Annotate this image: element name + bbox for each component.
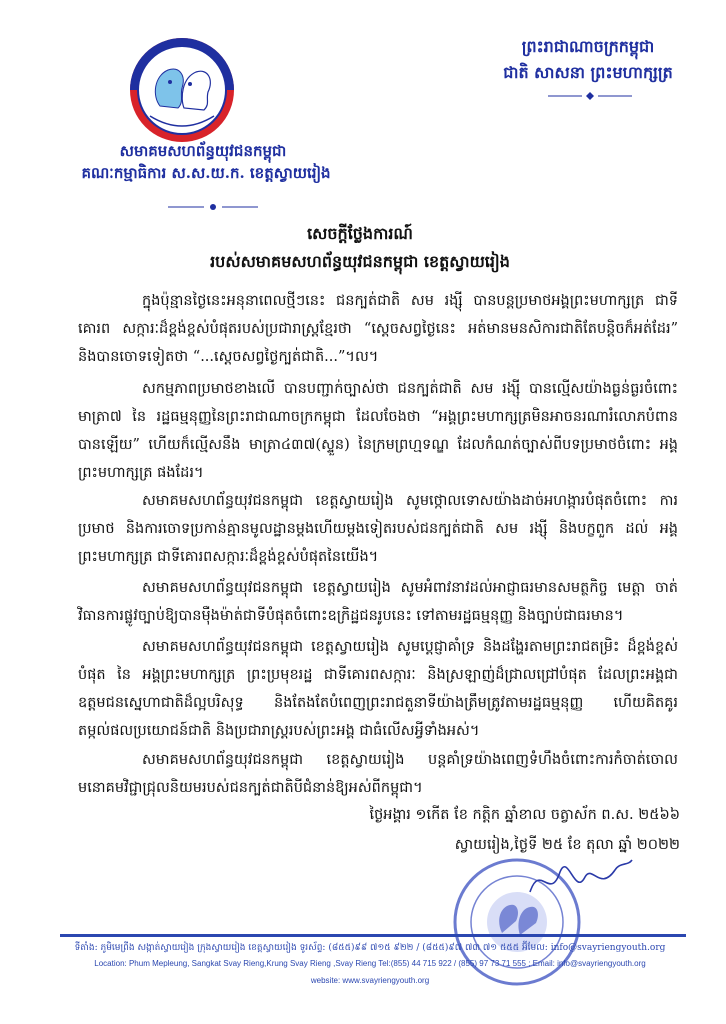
footer-address-english: Location: Phum Mepleung, Sangkat Svay Rieng,Krung Svay Rieng ,Svay Rieng Tel:(855) 44 715 922 / (855) 97 73 71 555 ; Email: info@svayriengyouth.org xyxy=(94,959,646,968)
paragraph-1: ក្នុងប៉ុន្មានថ្ងៃនេះអនុនាពេលថ្មីៗនេះ ជនក្បត់ជាតិ សម រង្ស៊ី បានបន្តប្រមាថអង្គព្រះមហាក្សត្រ ជាទីគោរព សក្ការៈដ៏ខ្ពង់ខ្ពស់បំផុតរបស់ប្រជារាស្ត្រខ្មែរថា “ស្តេចសព្វថ្ងៃនេះ អត់មានមនសិការជាតិតែបន្តិចក៏អត់ដែរ” និងបានចោទទៀតថា “...ស្តេចសព្វថ្ងៃក្បត់ជាតិ...”។ល។ xyxy=(78,293,678,365)
organization-name: សមាគមសហព័ន្ធយុវជនកម្ពុជា xyxy=(119,142,287,160)
organization-committee: គណៈកម្មាធិការ ស.ស.យ.ក. ខេត្តស្វាយរៀង xyxy=(81,164,331,182)
place-and-date: ស្វាយរៀង,ថ្ងៃទី ២៥ ខែ តុលា ឆ្នាំ ២០២២ xyxy=(454,837,680,853)
national-motto: ជាតិ សាសនា ព្រះមហាក្សត្រ xyxy=(503,63,673,82)
paragraph-5: សមាគមសហព័ន្ធយុវជនកម្ពុជា ខេត្តស្វាយរៀង សូមប្តេជ្ញាគាំទ្រ និងដង្ហែរតាមព្រះរាជតម្រិះ ដ៏ខ្ពង់ខ្ពស់បំផុត នៃ អង្គព្រះមហាក្សត្រ ព្រះប្រមុខរដ្ឋ ជាទីគោរពសក្ការៈ និងស្រឡាញ់ដ៏ជ្រាលជ្រៅបំផុត ដែលព្រះអង្គជាឧត្តមជនស្នេហាជាតិដ៏ល្អបរិសុទ្ធ និងតែងតែបំពេញព្រះរាជតួនាទីយ៉ាងត្រឹមត្រូវតាមរដ្ឋធម្មនុញ្ញ ហើយគិតគូរតម្កល់ផលប្រយោជន៍ជាតិ និងប្រជារាស្ត្ររបស់ព្រះអង្គ ជាធំលើសអ្វីទាំងអស់។ xyxy=(78,639,678,739)
footer-website: website: www.svayriengyouth.org xyxy=(310,976,430,985)
paragraph-6: សមាគមសហព័ន្ធយុវជនកម្ពុជា ខេត្តស្វាយរៀង បន្តគាំទ្រយ៉ាងពេញទំហឹងចំពោះការកំចាត់ចោល មនោគមវិជ្ជាជ្រុលនិយមរបស់ជនក្បត់ជាតិបីជំនាន់ឱ្យអស់ពីកម្ពុជា។ xyxy=(78,752,678,796)
divider-ornament xyxy=(168,203,258,211)
document-subtitle: របស់សមាគមសហព័ន្ធយុវជនកម្ពុជា ខេត្តស្វាយរៀង xyxy=(210,252,510,271)
paragraph-2: សកម្មភាពប្រមាថខាងលើ បានបញ្ជាក់ច្បាស់ថា ជនក្បត់ជាតិ សម រង្ស៊ី បានល្មើសយ៉ាងធ្ងន់ធ្ងរចំពោះ មាត្រា៧ នៃ រដ្ឋធម្មនុញ្ញនៃព្រះរាជាណាចក្រកម្ពុជា ដែលចែងថា “អង្គព្រះមហាក្សត្រមិនអាចនរណារំលោភបំពាន បានឡើយ” ហើយក៏ល្មើសនឹង មាត្រា៤៣៧(ស្ទួន) នៃក្រមព្រហ្មទណ្ឌ ដែលកំណត់ច្បាស់ពីបទប្រមាថចំពោះ អង្គព្រះមហាក្សត្រ ផងដែរ។ xyxy=(78,381,678,481)
paragraph-4: សមាគមសហព័ន្ធយុវជនកម្ពុជា ខេត្តស្វាយរៀង សូមអំពាវនាវដល់អាជ្ញាធរមានសមត្ថកិច្ច មេត្តា ចាត់វិធានការផ្លូវច្បាប់ឱ្យបានម៉ឺងម៉ាត់ជាទីបំផុតចំពោះឧក្រិដ្ឋជនរូបនេះ ទៅតាមរដ្ឋធម្មនុញ្ញ និងច្បាប់ជាធរមាន។ xyxy=(78,580,678,624)
kingdom-heading: ព្រះរាជាណាចក្រកម្ពុជា xyxy=(521,37,655,56)
footer-divider xyxy=(60,934,686,937)
signature xyxy=(520,852,640,912)
organization-logo xyxy=(120,36,244,148)
footer-address-khmer: ទីតាំង: ភូមិមេព្រីង សង្កាត់ស្វាយរៀង ក្រុងស្វាយរៀង ខេត្តស្វាយរៀង ទូរស័ព្ទ: (៨៥៥)៩៩ ៧១៥ ៩២២ / (៨៥៥)៩៧ ៧៣ ៧១ ៥៥៥ អ៊ីមែល: info@svayriengyouth.org xyxy=(74,943,666,953)
divider-ornament xyxy=(548,92,632,100)
paragraph-3: សមាគមសហព័ន្ធយុវជនកម្ពុជា ខេត្តស្វាយរៀង សូមថ្កោលទោសយ៉ាងដាច់អហង្ការបំផុតចំពោះ ការប្រមាថ និងការចោទប្រកាន់គ្មានមូលដ្ឋានម្តងហើយម្តងទៀតរបស់ជនក្បត់ជាតិ សម រង្ស៊ី និងបក្ខពួក ដល់ អង្គព្រះមហាក្សត្រ ជាទីគោរពសក្ការៈដ៏ខ្ពង់ខ្ពស់បំផុតនៃយើង។ xyxy=(78,493,678,565)
document-title: សេចក្តីថ្លែងការណ៍ xyxy=(307,224,413,243)
lunar-date: ថ្ងៃអង្គារ ១កើត ខែ កត្តិក ឆ្នាំខាល ចត្វាស័ក ព.ស. ២៥៦៦ xyxy=(369,807,680,823)
